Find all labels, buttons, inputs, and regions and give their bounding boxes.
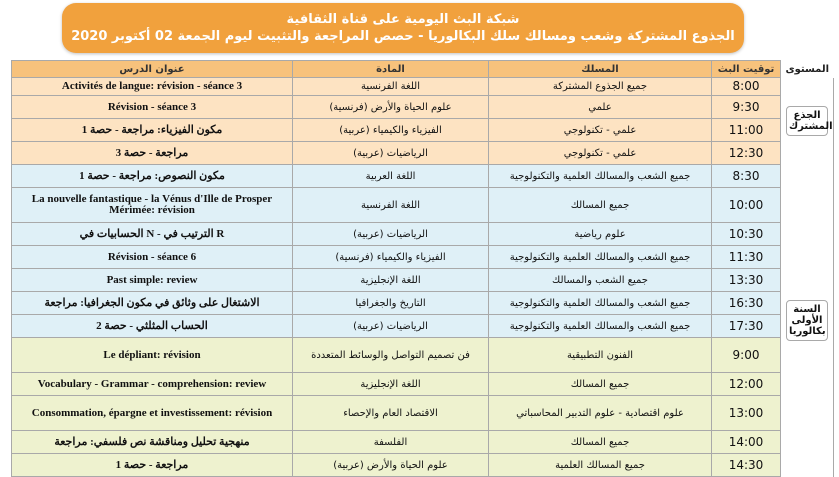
track-cell: جميع المسالك العلمية [489,454,712,477]
col-header-level: المستوى [781,61,834,78]
subject-cell: الفيزياء والكيمياء (عربية) [293,119,489,142]
subject-cell: التاريخ والجغرافيا [293,292,489,315]
subject-cell: علوم الحياة والأرض (عربية) [293,454,489,477]
time-cell: 11:00 [712,119,781,142]
header-row [12,61,834,78]
col-header-subject: المادة [293,61,489,78]
track-cell: جميع الشعب والمسالك العلمية والتكنولوجية [489,292,712,315]
time-cell: 11:30 [712,246,781,269]
time-cell: 9:30 [712,96,781,119]
table-row [12,78,834,96]
track-cell: علمي [489,96,712,119]
table-row [12,338,834,373]
subject-cell: اللغة الفرنسية [293,78,489,96]
level-common-core [781,78,834,165]
table-row [12,188,834,223]
time-cell: 8:30 [712,165,781,188]
schedule-table [11,60,834,477]
time-cell: 12:00 [712,373,781,396]
subject-cell: الرياضيات (عربية) [293,142,489,165]
subject-cell: الاقتصاد العام والإحصاء [293,396,489,431]
col-header-track: المسلك [489,61,712,78]
track-cell: الفنون التطبيقية [489,338,712,373]
table-row [12,454,834,477]
track-cell: جميع الشعب والمسالك العلمية والتكنولوجية [489,165,712,188]
track-cell: علوم رياضية [489,223,712,246]
lesson-cell: Activités de langue: révision - séance 3 [12,78,293,96]
col-header-lesson: عنوان الدرس [12,61,293,78]
subject-cell: فن تصميم التواصل والوسائط المتعددة [293,338,489,373]
subject-cell: علوم الحياة والأرض (فرنسية) [293,96,489,119]
track-cell: جميع الشعب والمسالك العلمية والتكنولوجية [489,315,712,338]
subject-cell: الفيزياء والكيمياء (فرنسية) [293,246,489,269]
track-cell: علوم اقتصادية - علوم التدبير المحاسباتي [489,396,712,431]
lesson-cell: Révision - séance 3 [12,96,293,119]
title-banner [62,3,744,53]
lesson-cell: Vocabulary - Grammar - comprehension: review [12,373,293,396]
subject-cell: اللغة العربية [293,165,489,188]
lesson-cell: مراجعة - حصة 1 [12,454,293,477]
table-row [12,292,834,315]
track-cell: جميع المسالك [489,431,712,454]
lesson-cell: الاشتغال على وثائق في مكون الجغرافيا: مراجعة [12,292,293,315]
lesson-cell: الحسابيات في N - الترتيب في R [12,223,293,246]
lesson-cell: مراجعة - حصة 3 [12,142,293,165]
table-row [12,269,834,292]
level-label: الجذع المشترك [786,106,828,136]
time-cell: 9:00 [712,338,781,373]
lesson-cell: مكون الفيزياء: مراجعة - حصة 1 [12,119,293,142]
level-label: السنة الأولى بكالوريا [786,300,828,341]
table-row [12,373,834,396]
lesson-cell: La nouvelle fantastique - la Vénus d'Ille de Prosper Mérimée: révision [12,188,293,223]
lesson-cell: Consommation, épargne et investissement: révision [12,396,293,431]
table-row [12,315,834,338]
col-header-time: توقيت البث [712,61,781,78]
lesson-cell: الحساب المثلثي - حصة 2 [12,315,293,338]
track-cell: جميع الشعب والمسالك [489,269,712,292]
time-cell: 12:30 [712,142,781,165]
subject-cell: الرياضيات (عربية) [293,223,489,246]
subject-cell: الرياضيات (عربية) [293,315,489,338]
lesson-cell: مكون النصوص: مراجعة - حصة 1 [12,165,293,188]
lesson-cell: Révision - séance 6 [12,246,293,269]
table-row [12,246,834,269]
level-first-bac [781,165,834,477]
table-row [12,396,834,431]
time-cell: 13:00 [712,396,781,431]
lesson-cell: Le dépliant: révision [12,338,293,373]
time-cell: 8:00 [712,78,781,96]
lesson-cell: Past simple: review [12,269,293,292]
time-cell: 17:30 [712,315,781,338]
track-cell: جميع الجذوع المشتركة [489,78,712,96]
time-cell: 13:30 [712,269,781,292]
table-row [12,119,834,142]
time-cell: 14:00 [712,431,781,454]
table-row [12,431,834,454]
subject-cell: اللغة الفرنسية [293,188,489,223]
subject-cell: اللغة الإنجليزية [293,269,489,292]
time-cell: 10:00 [712,188,781,223]
table-row [12,223,834,246]
lesson-cell: منهجية تحليل ومناقشة نص فلسفي: مراجعة [12,431,293,454]
table-row [12,96,834,119]
time-cell: 16:30 [712,292,781,315]
time-cell: 14:30 [712,454,781,477]
banner-subtitle: الجذوع المشتركة وشعب ومسالك سلك البكالوريا - حصص المراجعة والتثبيت ليوم الجمعة 02 أكتوبر 2020 [71,28,735,44]
table-row [12,165,834,188]
time-cell: 10:30 [712,223,781,246]
track-cell: علمي - تكنولوجي [489,119,712,142]
track-cell: علمي - تكنولوجي [489,142,712,165]
subject-cell: اللغة الإنجليزية [293,373,489,396]
track-cell: جميع المسالك [489,188,712,223]
subject-cell: الفلسفة [293,431,489,454]
table-row [12,142,834,165]
track-cell: جميع المسالك [489,373,712,396]
banner-title: شبكة البث اليومية على قناة الثقافية [286,11,520,27]
track-cell: جميع الشعب والمسالك العلمية والتكنولوجية [489,246,712,269]
